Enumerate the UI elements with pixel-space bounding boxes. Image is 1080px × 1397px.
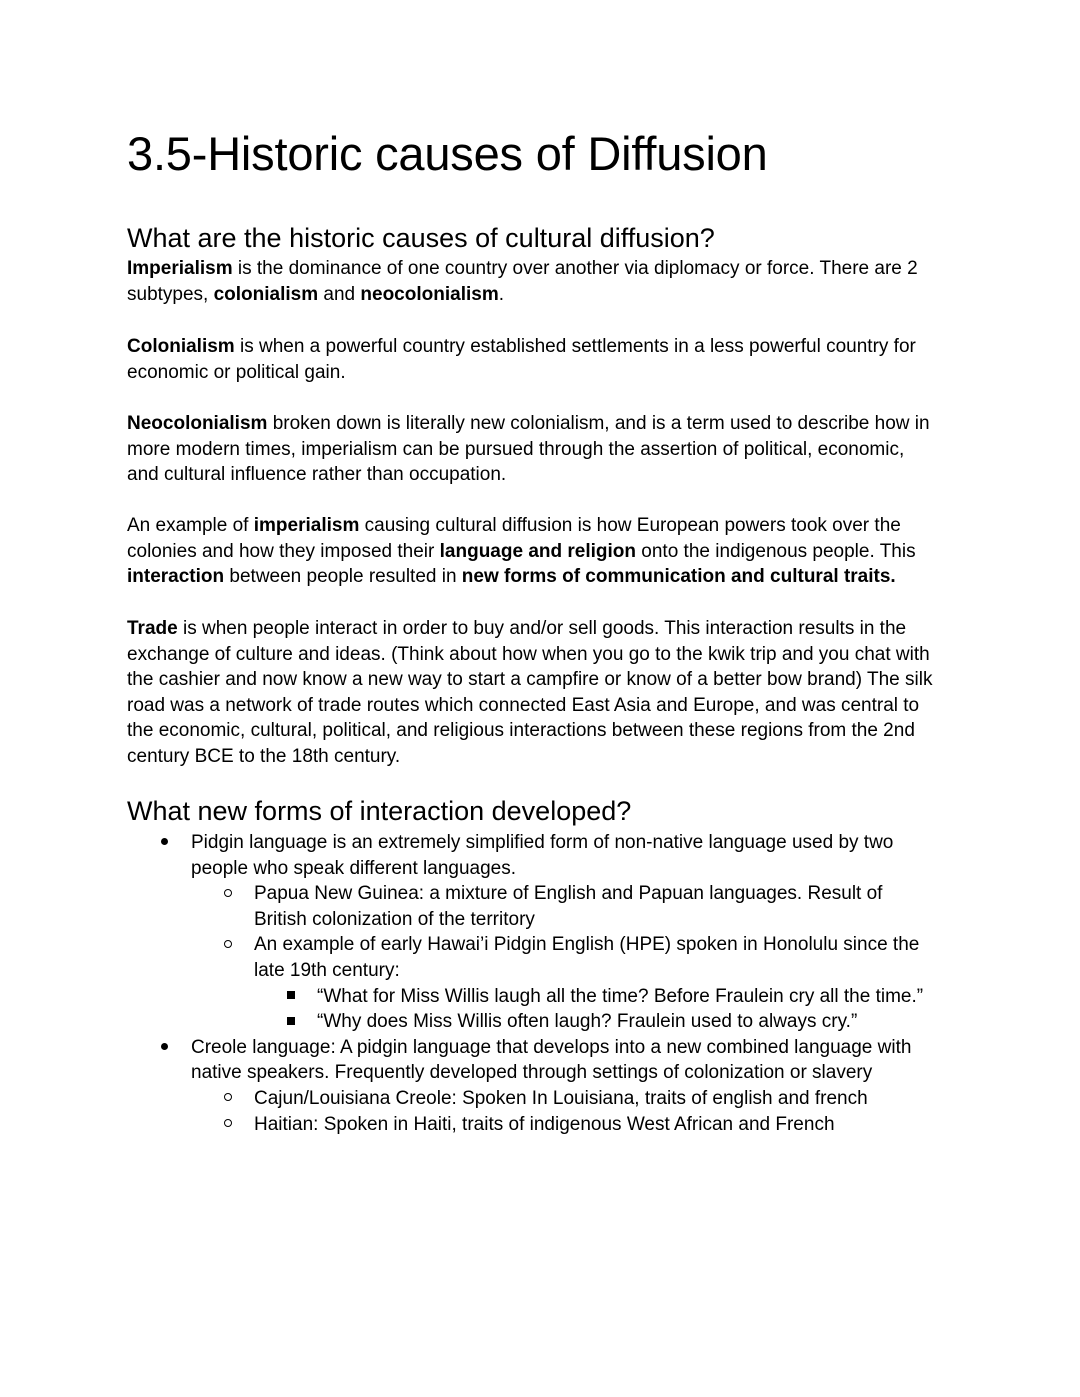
bullet-square-icon — [284, 984, 298, 1010]
text-line: Cajun/Louisiana Creole: Spoken In Louisiana, traits of english and french — [254, 1087, 868, 1109]
text-line: Creole language: A pidgin language that develops into a new combined language with — [191, 1036, 912, 1058]
text-run: broken down is literally new colonialism, and is a term used to describe how in — [267, 413, 930, 434]
paragraph-neocolonialism — [127, 411, 957, 488]
text-run: causing cultural diffusion is how European powers took over the — [359, 515, 901, 536]
bullet-circle-icon — [221, 881, 235, 907]
text-line: An example of early Hawai’i Pidgin English (HPE) spoken in Honolulu since the — [254, 934, 920, 956]
text-line: Pidgin language is an extremely simplified form of non-native language used by two — [191, 832, 894, 853]
text-line — [127, 256, 957, 282]
list-item-hawaii-pidgin — [127, 932, 957, 983]
text-run: An example of — [127, 515, 254, 536]
text-run: is when people interact in order to buy and/or sell goods. This interaction results in the — [177, 618, 907, 639]
text-run: and — [318, 283, 361, 305]
list-item-creole — [127, 1035, 957, 1086]
text-run: . — [498, 283, 504, 305]
document-title: 3.5-Historic causes of Diffusion — [127, 127, 768, 180]
bullet-circle-icon — [221, 932, 235, 958]
text-run: is when a powerful country established settlements in a less powerful country for — [234, 336, 916, 357]
text-line: British colonization of the territory — [254, 908, 535, 930]
bold-term-trade: Trade — [127, 618, 178, 639]
bold-term-colonialism: Colonialism — [127, 336, 235, 357]
text-line: people who speak different languages. — [191, 857, 517, 879]
text-line: the economic, cultural, political, and religious interactions between these regions from the 2nd — [127, 720, 915, 742]
bold-term-colonialism: colonialism — [213, 283, 319, 305]
text-line — [127, 539, 957, 565]
text-line — [127, 513, 957, 539]
section-heading-historic-causes: What are the historic causes of cultural diffusion? — [127, 223, 715, 253]
list-item-quote-pidgin — [127, 984, 957, 1010]
bold-term-interaction: interaction — [127, 566, 225, 588]
list-item-papua-new-guinea — [127, 881, 957, 932]
text-run: colonies and how they imposed their — [127, 540, 440, 562]
text-line: Papua New Guinea: a mixture of English and Papuan languages. Result of — [254, 883, 883, 905]
bullet-circle-icon — [221, 1086, 235, 1112]
text-run: between people resulted in — [224, 566, 462, 588]
bullet-square-icon — [284, 1009, 298, 1035]
text-line: more modern times, imperialism can be pursued through the assertion of political, economic, — [127, 438, 905, 460]
text-line: and cultural influence rather than occupation. — [127, 464, 507, 486]
bold-term-imperialism: imperialism — [253, 515, 360, 536]
text-run: is the dominance of one country over another via diplomacy or force. There are 2 — [232, 258, 918, 279]
bold-term-neocolonialism: neocolonialism — [360, 283, 499, 305]
text-line: economic or political gain. — [127, 361, 346, 383]
list-item-pidgin — [127, 830, 957, 881]
text-line: century BCE to the 18th century. — [127, 745, 401, 767]
text-line: native speakers. Frequently developed through settings of colonization or slavery — [191, 1062, 873, 1084]
text-run: onto the indigenous people. This — [636, 540, 916, 562]
text-run: subtypes, — [127, 283, 214, 305]
paragraph-imperialism — [127, 256, 957, 307]
text-line: exchange of culture and ideas. (Think about how when you go to the kwik trip and you chat with — [127, 643, 930, 665]
section-heading-new-forms: What new forms of interaction developed? — [127, 796, 632, 826]
paragraph-colonialism — [127, 334, 957, 385]
bold-term-new-forms: new forms of communication and cultural traits. — [461, 566, 896, 588]
text-line — [127, 282, 957, 308]
text-line: late 19th century: — [254, 959, 400, 981]
text-line — [127, 334, 957, 360]
text-line: “Why does Miss Willis often laugh? Fraulein used to always cry.” — [317, 1011, 858, 1033]
bold-term-neocolonialism: Neocolonialism — [127, 413, 268, 434]
text-line: Haitian: Spoken in Haiti, traits of indigenous West African and French — [254, 1113, 835, 1135]
text-line: the cashier and now know a new way to start a campfire or know of a better bow brand) The silk — [127, 669, 933, 691]
text-line — [127, 411, 957, 437]
list-item-cajun-creole — [127, 1086, 957, 1112]
bullet-circle-icon — [221, 1112, 235, 1138]
paragraph-trade — [127, 616, 957, 770]
bullet-disc-icon — [157, 1035, 171, 1061]
bullet-disc-icon — [157, 830, 171, 856]
bold-term-language-religion: language and religion — [439, 540, 636, 562]
text-line — [127, 564, 957, 590]
list-item-haitian-creole — [127, 1112, 957, 1138]
text-line: “What for Miss Willis laugh all the time? Before Fraulein cry all the time.” — [317, 985, 924, 1007]
text-line — [127, 616, 957, 642]
interaction-forms-list — [127, 830, 957, 1137]
paragraph-imperialism-example — [127, 513, 957, 590]
bold-term-imperialism: Imperialism — [127, 258, 233, 279]
list-item-quote-english — [127, 1009, 957, 1035]
text-line: road was a network of trade routes which connected East Asia and Europe, and was central to — [127, 694, 920, 716]
